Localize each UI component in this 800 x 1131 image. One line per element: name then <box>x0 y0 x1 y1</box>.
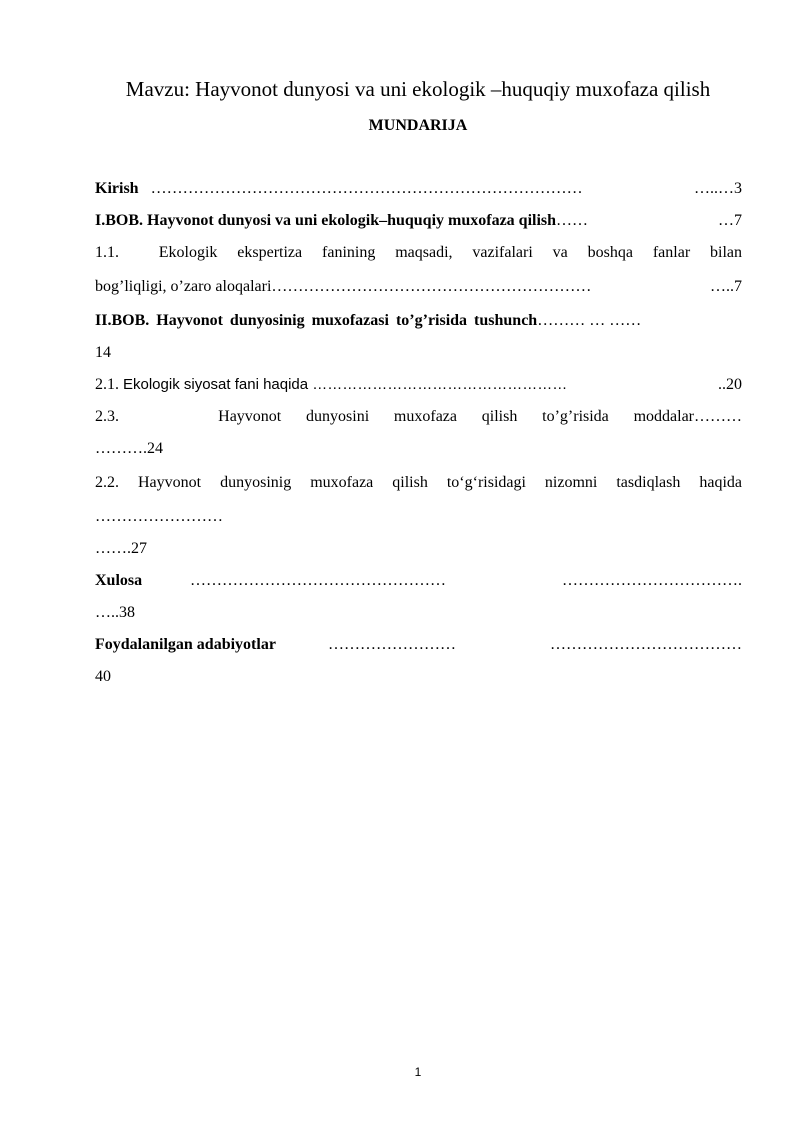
toc-entry-page: …..38 <box>95 604 135 621</box>
document-title: Mavzu: Hayvonot dunyosi va uni ekologik –huquqiy muxofaza qilish <box>125 77 711 101</box>
toc-entry-page: …….27 <box>95 540 147 557</box>
toc-entry-1-1-line2 <box>95 276 742 298</box>
toc-entry-label: Foydalanilgan adabiyotlar <box>95 636 276 653</box>
toc-entry-xulosa-page <box>95 602 742 624</box>
toc-leader-dots: ……………………………………………………………………… <box>150 180 583 197</box>
toc-entry-bob2 <box>95 310 742 332</box>
toc-leader-dots: …… <box>556 212 589 229</box>
toc-leader-dots: ………………………………………… <box>190 572 446 589</box>
toc-entry-label: Xulosa <box>95 572 143 589</box>
toc-leader-dots: ……………………………… <box>550 636 742 653</box>
toc-entry-bob2-page <box>95 342 742 364</box>
toc-entry-2-2-page <box>95 538 742 560</box>
toc-entry-number: 2.1. <box>95 376 119 393</box>
toc-entry-1-1-line1 <box>95 242 742 264</box>
toc-entry-page: …..7 <box>710 278 742 295</box>
toc-entry-page: ……….24 <box>95 440 163 457</box>
toc-entry-2-2-dots <box>95 506 742 528</box>
toc-entry-label: Kirish <box>95 180 139 197</box>
toc-entry-label: 2.2. Hayvonot dunyosinig muxofaza qilish to‘g‘risidagi nizomni tasdiqlash haqida <box>95 474 742 491</box>
toc-entry-number: 2.3. <box>95 408 119 425</box>
toc-entry-label-cont: bog’liqligi, o’zaro aloqalari…………………………………………………… <box>95 278 592 295</box>
toc-entry-2-3 <box>95 406 742 428</box>
toc-leader-dots: …………………… <box>328 636 456 653</box>
toc-leader-dots: ……………………………. <box>562 572 742 589</box>
toc-entry-page: ..20 <box>718 376 742 393</box>
toc-entry-page: 40 <box>95 668 111 685</box>
toc-entry-label: Ekologik siyosat fani haqida …………………………………………… <box>123 376 568 393</box>
toc-entry-2-3-page <box>95 438 742 460</box>
toc-entry-label: II.BOB. Hayvonot dunyosinig muxofazasi to’g’risida tushunch <box>95 312 538 329</box>
toc-entry-number: 1.1. <box>95 244 119 261</box>
toc-entry-kirish <box>95 178 742 200</box>
toc-heading: MUNDARIJA <box>368 117 468 134</box>
toc-entry-2-1 <box>95 374 742 396</box>
toc-leader-dots: ……… … …… <box>537 312 642 329</box>
toc-entry-page: …7 <box>718 212 742 229</box>
toc-entry-label: Ekologik ekspertiza fanining maqsadi, vazifalari va boshqa fanlar bilan <box>158 244 743 261</box>
toc-entry-adabiyot-page <box>95 666 742 688</box>
toc-entry-page: …..…3 <box>694 180 742 197</box>
toc-leader-dots: …………………… <box>95 508 223 525</box>
toc-entry-label: Hayvonot dunyosini muxofaza qilish to’g’risida moddalar……… <box>218 408 742 425</box>
toc-entry-xulosa <box>95 570 742 592</box>
toc-entry-adabiyot <box>95 634 742 656</box>
toc-entry-2-2 <box>95 472 742 494</box>
toc-entry-page: 14 <box>95 344 111 361</box>
toc-entry-bob1 <box>95 210 742 232</box>
toc-entry-label: I.BOB. Hayvonot dunyosi va uni ekologik–huquqiy muxofaza qilish <box>95 212 557 229</box>
page-number: 1 <box>414 1065 422 1079</box>
